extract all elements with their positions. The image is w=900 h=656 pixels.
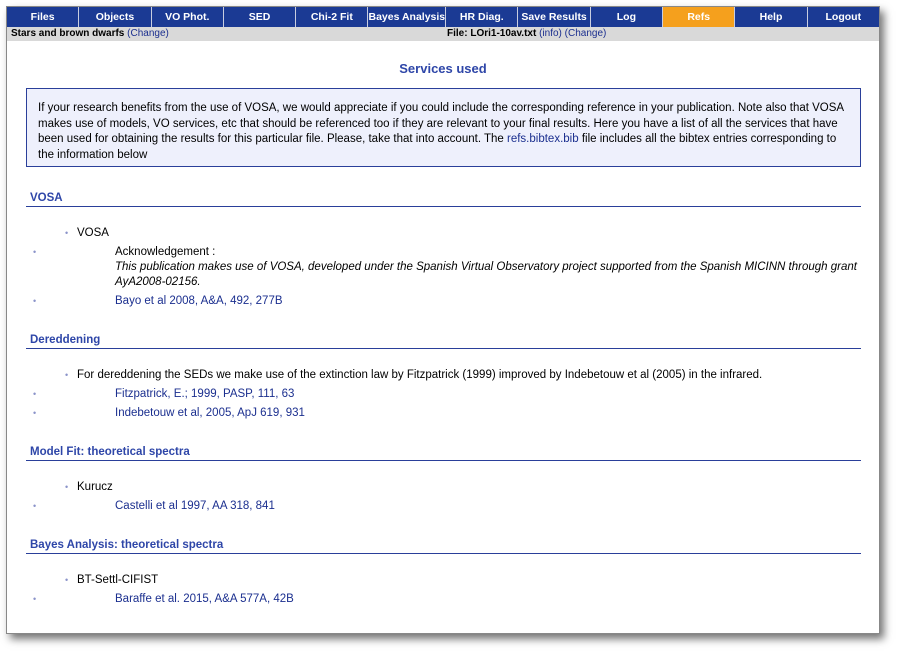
menu-chi2-fit[interactable]: Chi-2 Fit xyxy=(296,7,368,27)
ref-item-baraffe xyxy=(7,592,879,607)
menu-objects[interactable]: Objects xyxy=(79,7,151,27)
dereddening-item-label: For dereddening the SEDs we make use of the extinction law by Fitzpatrick (1999) improved by Indebetouw et al (2005) in the infrared. xyxy=(77,369,763,381)
notice-text-start: If your research benefits from the use of VOSA, we would appreciate if you could include the corresponding reference in your publication. Note also that VOSA makes use of models, VO services, etc that should be referenced too if they are relevant to your final results. Here you have a list of all the services that have been used for obtaining the results for this particular file. Please, take that into account. The xyxy=(38,102,844,145)
notice-text-end: file includes all the bibtex entries corresponding to the information below xyxy=(38,133,837,161)
bayes-sublist xyxy=(7,592,879,607)
menu-refs[interactable]: Refs xyxy=(663,7,735,27)
vosa-list xyxy=(7,226,879,309)
list-item-kurucz xyxy=(7,480,879,514)
section-heading-dereddening: Dereddening xyxy=(26,334,861,349)
ref-link-bayo-2008[interactable]: Bayo et al 2008, A&A, 492, 277B xyxy=(115,295,283,307)
info-bar xyxy=(7,27,879,41)
model-fit-list xyxy=(7,480,879,514)
bt-settl-item-label: BT-Settl-CIFIST xyxy=(77,574,159,586)
dereddening-list xyxy=(7,368,879,421)
menu-log[interactable]: Log xyxy=(591,7,663,27)
main-menu xyxy=(7,7,879,27)
ref-item-indebetouw xyxy=(7,406,879,421)
acknowledgement-item xyxy=(7,245,879,290)
dereddening-sublist xyxy=(7,387,879,421)
kurucz-item-label: Kurucz xyxy=(77,481,113,493)
bibtex-file-link[interactable]: refs.bibtex.bib xyxy=(507,133,579,145)
section-heading-model-fit: Model Fit: theoretical spectra xyxy=(26,446,861,461)
vosa-item-label: VOSA xyxy=(77,227,109,239)
ref-link-baraffe-2015[interactable]: Baraffe et al. 2015, A&A 577A, 42B xyxy=(115,593,294,605)
acknowledgement-text: This publication makes use of VOSA, developed under the Spanish Virtual Observatory project supported from the Spanish MICINN through grant AyA2008-02156. xyxy=(115,261,857,288)
list-item-bt-settl xyxy=(7,573,879,607)
menu-save-results[interactable]: Save Results xyxy=(518,7,590,27)
ref-item-castelli xyxy=(7,499,879,514)
section-heading-vosa: VOSA xyxy=(26,192,861,207)
menu-files[interactable]: Files xyxy=(7,7,79,27)
file-label: File: LOri1-10av.txt xyxy=(447,28,537,39)
change-file-link[interactable]: (Change) xyxy=(564,28,607,39)
object-type-label: Stars and brown dwarfs xyxy=(11,28,125,39)
section-heading-bayes: Bayes Analysis: theoretical spectra xyxy=(26,539,861,554)
vosa-sublist xyxy=(7,245,879,309)
ref-item-fitzpatrick xyxy=(7,387,879,402)
ref-link-castelli-1997[interactable]: Castelli et al 1997, AA 318, 841 xyxy=(115,500,275,512)
change-object-type-link[interactable]: (Change) xyxy=(127,28,169,39)
menu-logout[interactable]: Logout xyxy=(808,7,879,27)
menu-vo-phot[interactable]: VO Phot. xyxy=(152,7,224,27)
list-item-vosa xyxy=(7,226,879,309)
object-type-info xyxy=(11,27,169,41)
list-item-dereddening xyxy=(7,368,879,421)
ref-link-indebetouw-2005[interactable]: Indebetouw et al, 2005, ApJ 619, 931 xyxy=(115,407,305,419)
ref-link-fitzpatrick-1999[interactable]: Fitzpatrick, E.; 1999, PASP, 111, 63 xyxy=(115,388,295,400)
model-fit-sublist xyxy=(7,499,879,514)
file-info xyxy=(447,27,606,41)
browser-content xyxy=(6,6,880,634)
menu-bayes-analysis[interactable]: Bayes Analysis xyxy=(368,7,446,27)
file-info-link[interactable]: (info) xyxy=(539,28,562,39)
menu-sed[interactable]: SED xyxy=(224,7,296,27)
bayes-list xyxy=(7,573,879,607)
menu-help[interactable]: Help xyxy=(735,7,807,27)
ref-item-bayo xyxy=(7,294,879,309)
citation-notice xyxy=(26,88,861,167)
menu-hr-diag[interactable]: HR Diag. xyxy=(446,7,518,27)
acknowledgement-label: • Acknowledgement : xyxy=(115,246,216,258)
page-title: Services used xyxy=(399,61,487,76)
